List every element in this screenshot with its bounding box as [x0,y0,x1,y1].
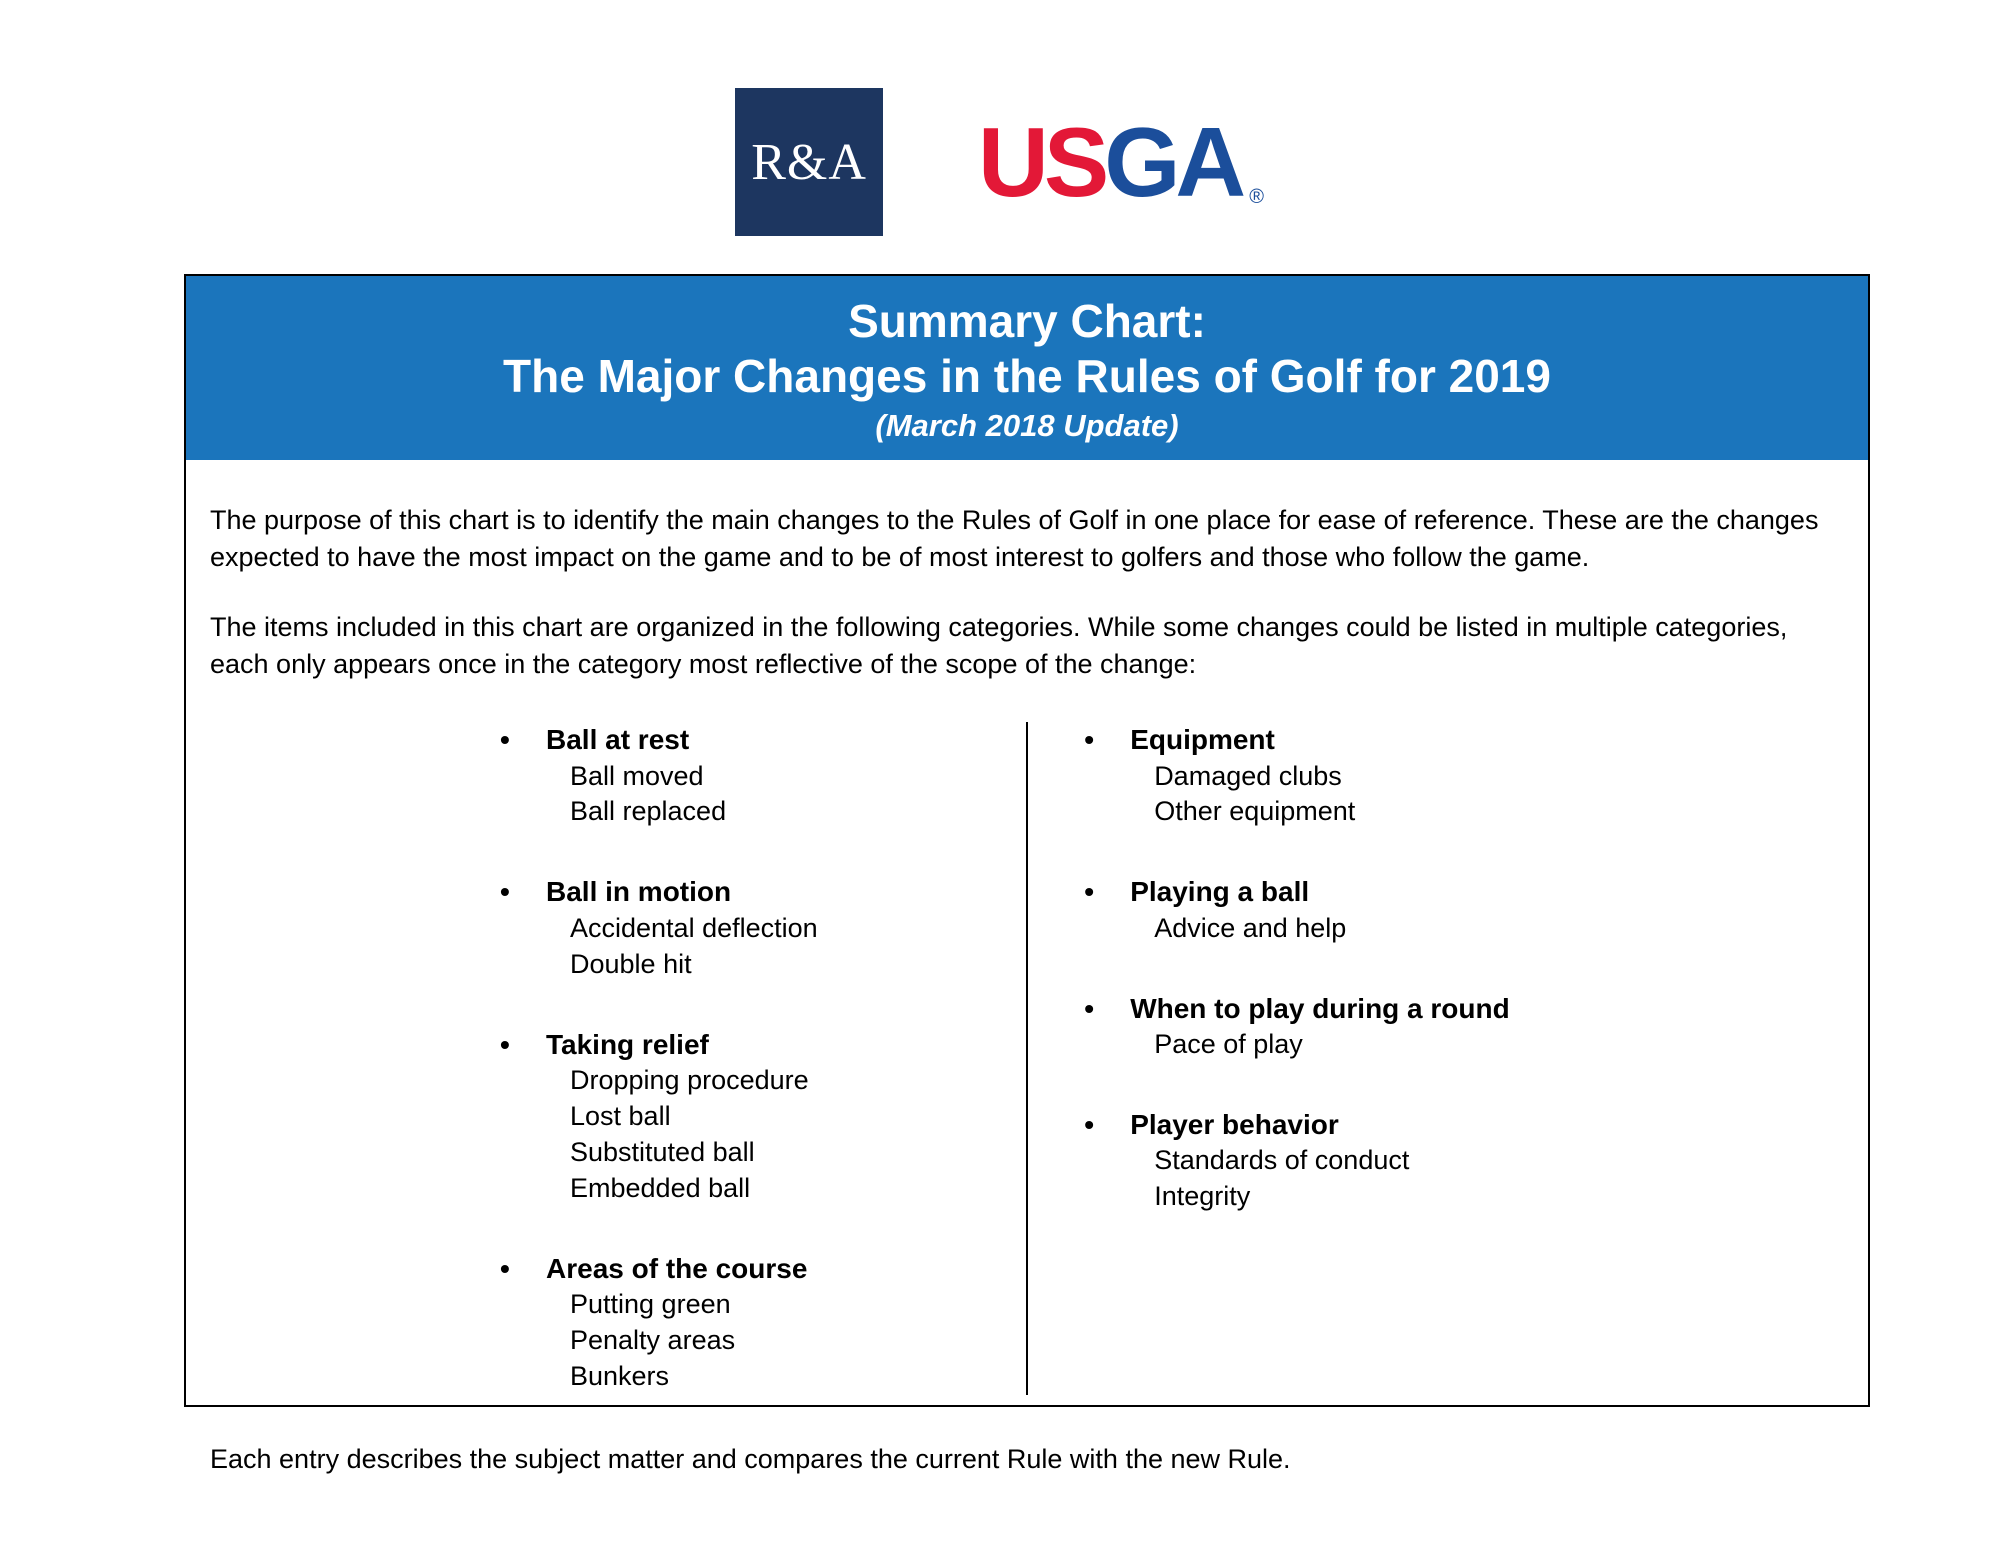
category-title: Ball at rest [546,724,690,756]
category-items [570,1063,1026,1207]
category-title: When to play during a round [1130,992,1510,1024]
category-items [1154,1143,1844,1215]
chart-body [186,460,1868,1477]
category-item: Penalty areas [570,1324,736,1355]
category-items [570,911,1026,983]
category-column-right [1028,722,1844,1395]
ra-logo-text: R&A [751,133,867,191]
category-columns [210,722,1844,1395]
category-taking-relief [500,1027,1026,1207]
category-title-row [500,1027,1026,1063]
category-areas-of-the-course [500,1251,1026,1395]
category-item: Advice and help [1154,912,1347,943]
category-title-row [500,874,1026,910]
usga-registered-mark: ® [1249,186,1264,208]
summary-chart-box [184,274,1870,1474]
category-title: Playing a ball [1130,876,1310,908]
category-item: Ball replaced [570,796,727,827]
category-title-row [1084,991,1844,1027]
category-title: Player behavior [1130,1108,1339,1140]
category-items [1154,911,1844,947]
ra-logo [735,88,883,236]
category-title-row [500,722,1026,758]
category-title-row [1084,874,1844,910]
bullet-icon: • [1084,724,1094,756]
category-item: Lost ball [570,1100,671,1131]
category-title: Areas of the course [546,1252,808,1284]
category-item: Ball moved [570,760,704,791]
category-items [1154,1027,1844,1063]
bullet-icon: • [1084,992,1094,1024]
category-item: Accidental deflection [570,912,818,943]
category-playing-a-ball [1084,874,1844,946]
category-ball-at-rest [500,722,1026,830]
category-item: Substituted ball [570,1136,755,1167]
logo-row [0,88,1999,236]
bullet-icon: • [500,724,510,756]
category-item: Bunkers [570,1360,670,1391]
category-when-to-play-during-a-round [1084,991,1844,1063]
category-item: Dropping procedure [570,1064,809,1095]
chart-title-line2: The Major Changes in the Rules of Golf for 2019 [503,350,1551,403]
intro-paragraph-2: The items included in this chart are organized in the following categories. While some changes could be listed in multiple categories, each only appears once in the category most reflective of the scope of the change: [210,612,1788,679]
bullet-icon: • [500,1028,510,1060]
bullet-icon: • [1084,876,1094,908]
category-item: Integrity [1154,1181,1251,1212]
category-item: Other equipment [1154,796,1356,827]
usga-logo-ga: GA [1104,107,1242,217]
category-items [570,759,1026,831]
footer-note: Each entry describes the subject matter and compares the current Rule with the new Rule. [210,1443,1291,1474]
category-item: Damaged clubs [1154,760,1342,791]
intro-paragraph-1: The purpose of this chart is to identify the main changes to the Rules of Golf in one place for ease of reference. These are the changes expected to have the most impact on the game and to be of most interest to golfers and those who follow the game. [210,505,1819,572]
category-title-row [500,1251,1026,1287]
category-items [570,1287,1026,1395]
usga-logo-us: US [978,107,1105,217]
category-item: Putting green [570,1288,731,1319]
category-item: Double hit [570,948,692,979]
category-ball-in-motion [500,874,1026,982]
chart-header [186,276,1868,460]
bullet-icon: • [500,1252,510,1284]
bullet-icon: • [1084,1108,1094,1140]
category-item: Pace of play [1154,1029,1303,1060]
chart-title-line1: Summary Chart: [848,295,1206,347]
bullet-icon: • [500,876,510,908]
category-items [1154,759,1844,831]
category-item: Embedded ball [570,1172,751,1203]
category-equipment [1084,722,1844,830]
category-title: Ball in motion [546,876,732,908]
category-player-behavior [1084,1107,1844,1215]
category-title: Equipment [1130,724,1275,756]
category-title-row [1084,722,1844,758]
usga-logo [978,107,1264,217]
category-column-left [210,722,1026,1395]
chart-subtitle: (March 2018 Update) [875,408,1179,444]
category-title: Taking relief [546,1028,709,1060]
category-item: Standards of conduct [1154,1145,1410,1176]
category-title-row [1084,1107,1844,1143]
